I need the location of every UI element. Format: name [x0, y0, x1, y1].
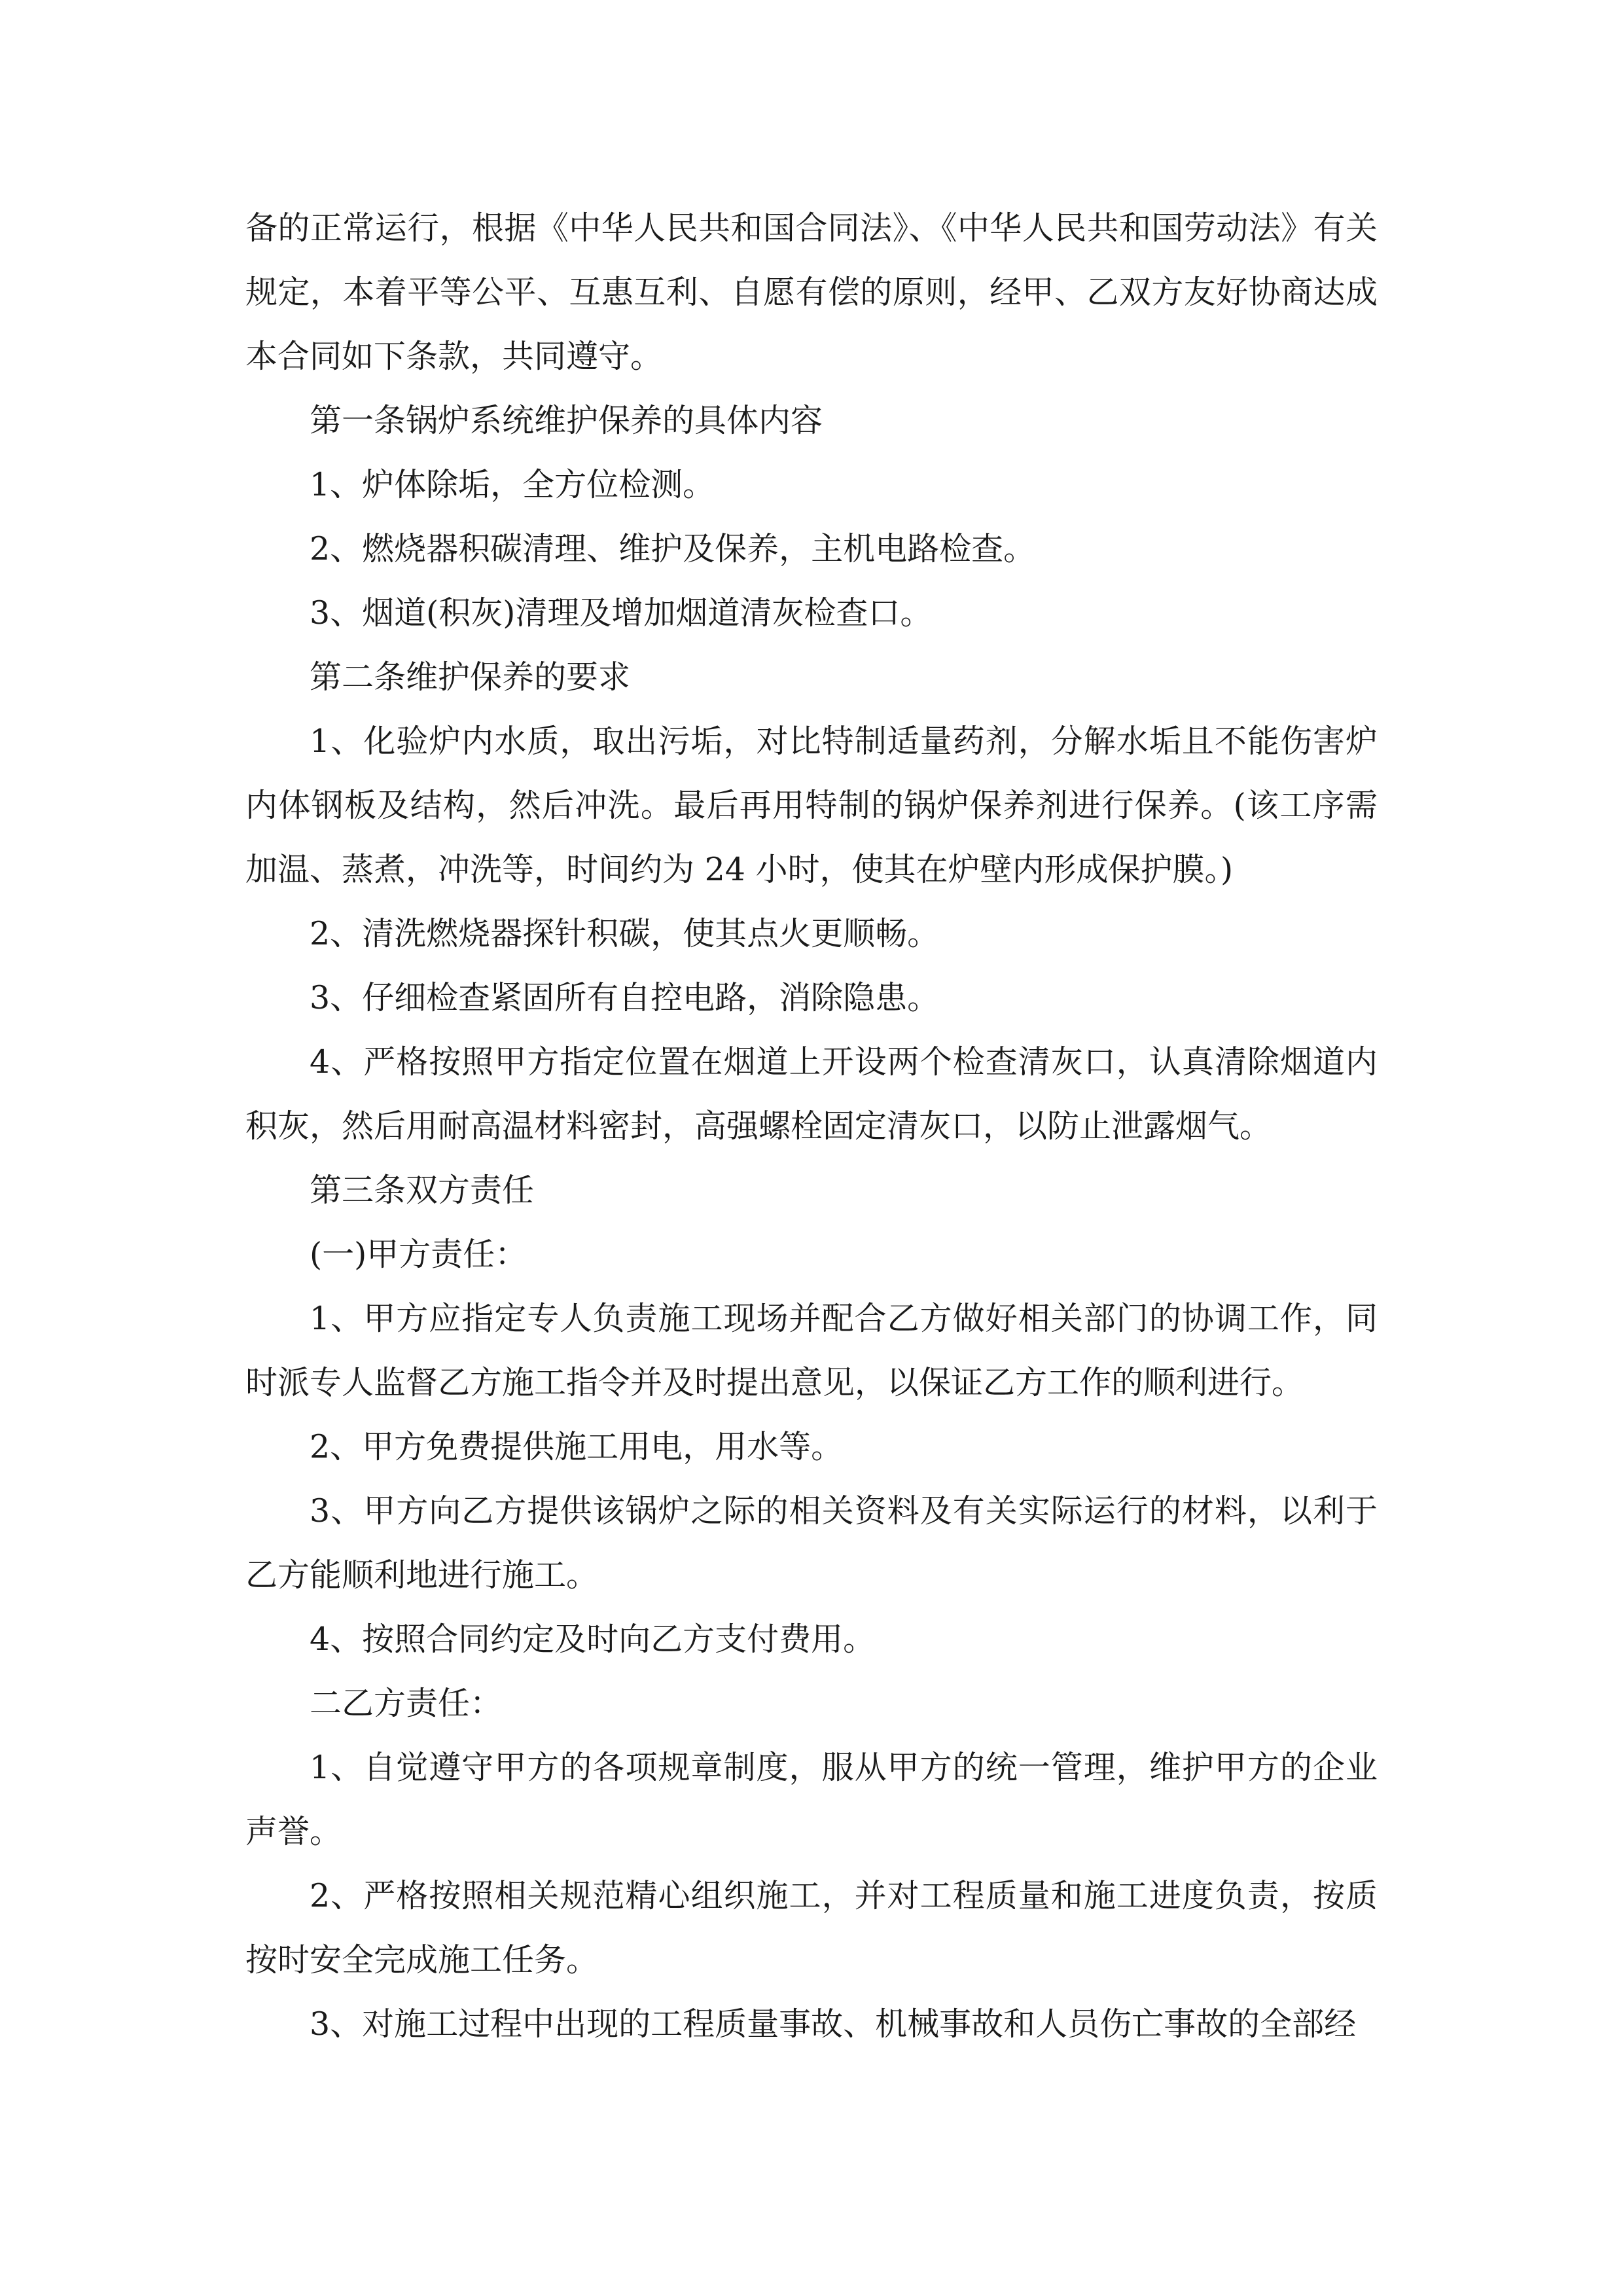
list-item: 1、炉体除垢，全方位检测。 — [310, 466, 715, 503]
list-item: 3、烟道(积灰)清理及增加烟道清灰检查口。 — [310, 594, 933, 632]
list-item: 4、按照合同约定及时向乙方支付费用。 — [310, 1621, 876, 1658]
list-item: 2、甲方免费提供施工用电，用水等。 — [310, 1428, 844, 1465]
list-item: 3、甲方向乙方提供该锅炉之际的相关资料及有关实际运行的材料，以利于乙方能顺利地进行施工。 — [245, 1492, 1378, 1594]
list-item: 2、燃烧器积碳清理、维护及保养，主机电路检查。 — [310, 530, 1036, 567]
list-item: 4、严格按照甲方指定位置在烟道上开设两个检查清灰口，认真清除烟道内积灰，然后用耐高温材料密封，高强螺栓固定清灰口，以防止泄露烟气。 — [245, 1043, 1378, 1145]
document-body — [245, 196, 1378, 2056]
list-item: 2、严格按照相关规范精心组织施工，并对工程质量和施工进度负责，按质按时安全完成施工任务。 — [245, 1877, 1378, 1979]
list-item: 1、化验炉内水质，取出污垢，对比特制适量药剂，分解水垢且不能伤害炉内体钢板及结构，然后冲洗。最后再用特制的锅炉保养剂进行保养。(该工序需加温、蒸煮，冲洗等，时间约为 24 小时，使其在炉壁内形成保护膜。) — [245, 723, 1378, 888]
section-heading: 二乙方责任： — [310, 1685, 503, 1722]
section-heading: (一)甲方责任： — [310, 1236, 527, 1273]
paragraph: 备的正常运行，根据《中华人民共和国合同法》、《中华人民共和国劳动法》有关规定，本着平等公平、互惠互利、自愿有偿的原则，经甲、乙双方友好协商达成本合同如下条款，共同遵守。 — [245, 209, 1378, 375]
list-item: 1、自觉遵守甲方的各项规章制度，服从甲方的统一管理，维护甲方的企业声誉。 — [245, 1749, 1378, 1850]
list-item: 2、清洗燃烧器探针积碳，使其点火更顺畅。 — [310, 915, 940, 952]
article-heading: 第二条维护保养的要求 — [310, 658, 631, 696]
list-item: 1、甲方应指定专人负责施工现场并配合乙方做好相关部门的协调工作，同时派专人监督乙方施工指令并及时提出意见，以保证乙方工作的顺利进行。 — [245, 1300, 1378, 1401]
article-heading: 第一条锅炉系统维护保养的具体内容 — [310, 402, 823, 439]
list-item: 3、对施工过程中出现的工程质量事故、机械事故和人员伤亡事故的全部经 — [310, 2005, 1357, 2043]
article-heading: 第三条双方责任 — [310, 1172, 535, 1209]
list-item: 3、仔细检查紧固所有自控电路，消除隐患。 — [310, 979, 940, 1016]
